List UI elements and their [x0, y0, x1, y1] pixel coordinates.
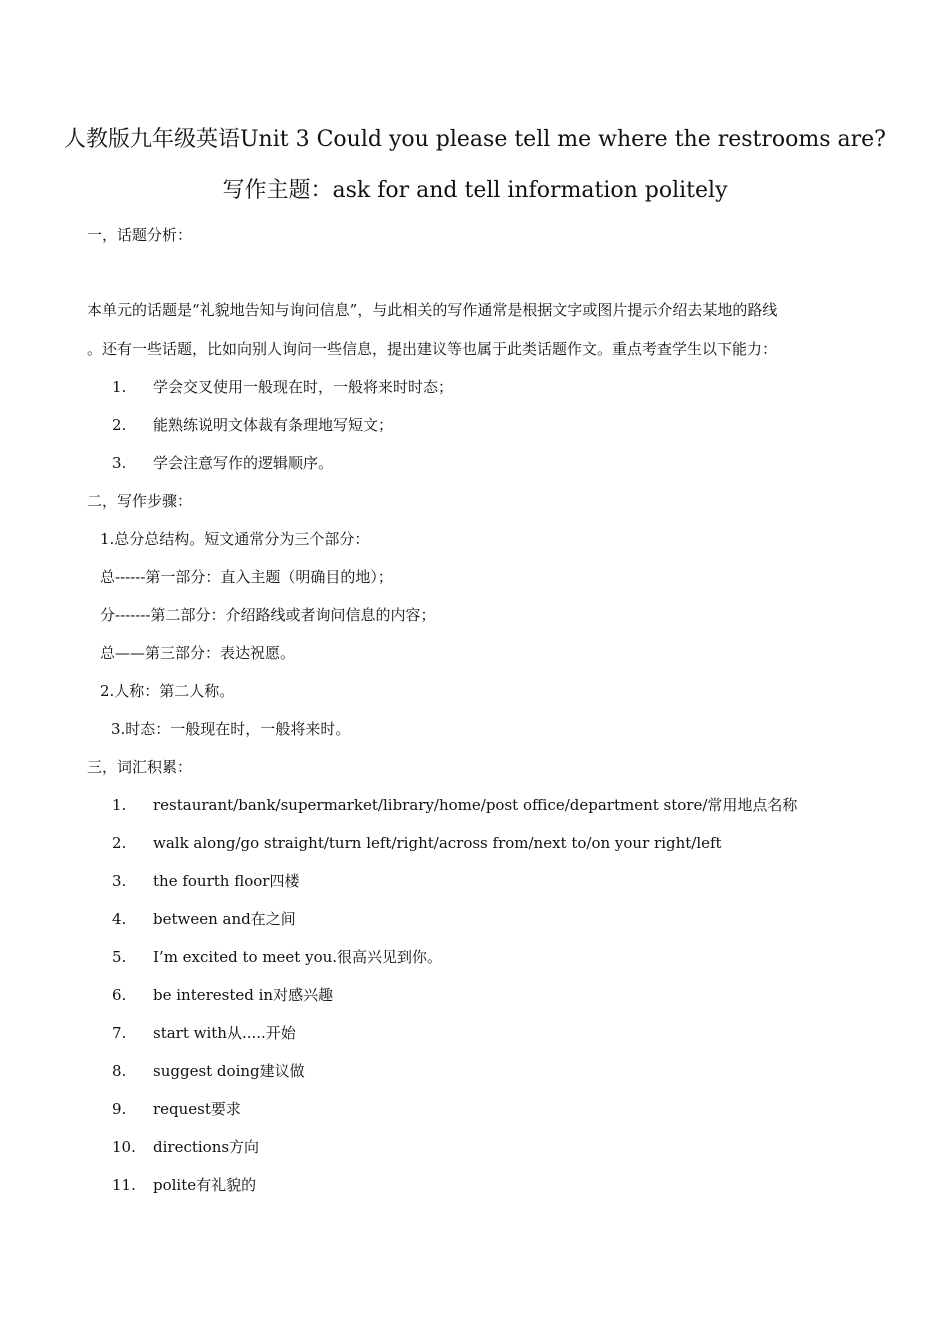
vocab-item: restaurant/bank/supermarket/library/home/post office/department store/常用地点名称	[153, 796, 798, 814]
list-number: 5.	[112, 948, 127, 966]
list-number: 9.	[112, 1100, 127, 1118]
list-number: 2.	[112, 834, 127, 852]
step-line: 总——第三部分：表达祝愿。	[100, 644, 296, 662]
vocab-item: walk along/go straight/turn left/right/across from/next to/on your right/left	[153, 834, 722, 852]
vocab-item: between and在之间	[153, 910, 296, 928]
list-number: 10.	[112, 1138, 136, 1156]
step-line: 2.人称：第二人称。	[100, 682, 235, 700]
section-heading-writing-steps: 二，写作步骤：	[87, 492, 193, 510]
list-number: 3.	[112, 454, 127, 472]
step-line: 分-------第二部分：介绍路线或者询问信息的内容；	[100, 606, 436, 624]
list-item: 学会交叉使用一般现在时，一般将来时时态；	[153, 378, 454, 396]
vocab-item: start with从.....开始	[153, 1024, 296, 1042]
vocab-item: polite有礼貌的	[153, 1176, 257, 1194]
document-title: 人教版九年级英语Unit 3 Could you please tell me where the restrooms are?	[64, 127, 886, 152]
step-line: 总------第一部分：直入主题（明确目的地）；	[100, 568, 393, 586]
list-number: 2.	[112, 416, 127, 434]
vocab-item: I’m excited to meet you.很高兴见到你。	[153, 948, 443, 966]
list-number: 3.	[112, 872, 127, 890]
vocab-item: the fourth floor四楼	[153, 872, 300, 890]
step-line: 3.时态：一般现在时，一般将来时。	[111, 720, 351, 738]
vocab-item: suggest doing建议做	[153, 1062, 305, 1080]
list-number: 11.	[112, 1176, 136, 1194]
list-item: 能熟练说明文体裁有条理地写短文；	[153, 416, 394, 434]
document-subtitle: 写作主题：ask for and tell information politely	[222, 178, 728, 203]
paragraph-line: 。还有一些话题，比如向别人询问一些信息，提出建议等也属于此类话题作文。重点考查学生以下能力：	[87, 340, 778, 358]
vocab-item: request要求	[153, 1100, 241, 1118]
step-line: 1.总分总结构。短文通常分为三个部分：	[100, 530, 370, 548]
list-number: 1.	[112, 378, 127, 396]
section-heading-vocabulary: 三，词汇积累：	[87, 758, 193, 776]
list-number: 1.	[112, 796, 127, 814]
section-heading-topic-analysis: 一，话题分析：	[87, 226, 193, 244]
list-number: 6.	[112, 986, 127, 1004]
vocab-item: directions方向	[153, 1138, 260, 1156]
paragraph-line: 本单元的话题是“礼貌地告知与询问信息”，与此相关的写作通常是根据文字或图片提示介绍去某地的路线	[87, 301, 778, 319]
list-item: 学会注意写作的逻辑顺序。	[153, 454, 334, 472]
vocab-item: be interested in对感兴趣	[153, 986, 334, 1004]
list-number: 7.	[112, 1024, 127, 1042]
list-number: 8.	[112, 1062, 127, 1080]
list-number: 4.	[112, 910, 127, 928]
